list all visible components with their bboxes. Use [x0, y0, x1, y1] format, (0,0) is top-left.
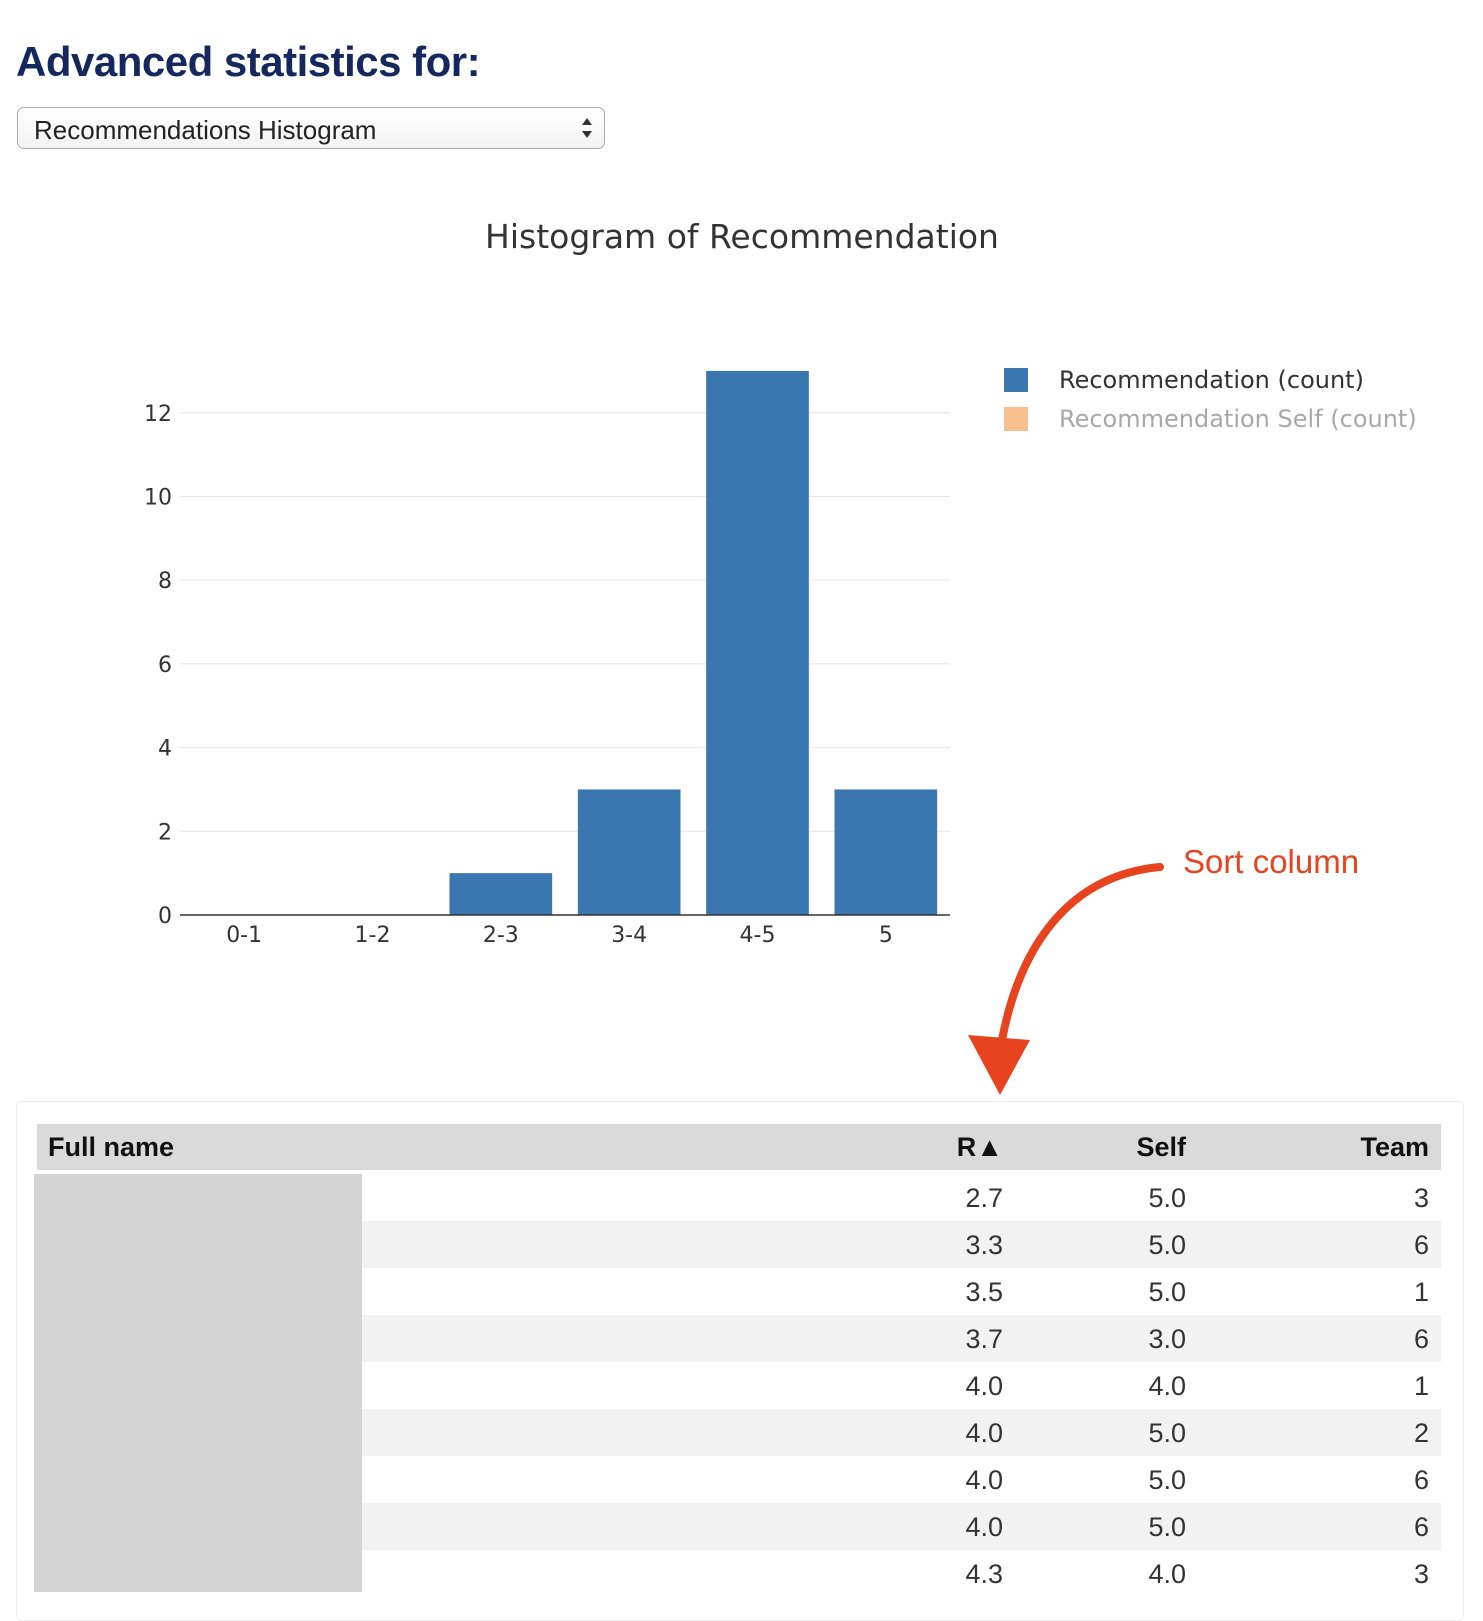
- histogram-bar[interactable]: [578, 789, 681, 915]
- cell-self: 4.0: [1148, 1559, 1186, 1589]
- y-tick-label: 10: [144, 485, 172, 511]
- x-tick-label: 3-4: [611, 923, 648, 948]
- select-arrows-icon: [580, 112, 594, 144]
- statistics-select[interactable]: [17, 107, 605, 149]
- histogram-bar[interactable]: [706, 371, 809, 915]
- cell-self: 5.0: [1148, 1418, 1186, 1448]
- cell-team: 6: [1413, 1230, 1429, 1260]
- axes: [144, 402, 950, 948]
- histogram-bar[interactable]: [450, 873, 553, 915]
- cell-team: 1: [1413, 1371, 1429, 1401]
- cell-r: 2.7: [965, 1183, 1003, 1213]
- cell-r: 3.3: [965, 1230, 1003, 1260]
- cell-self: 5.0: [1148, 1230, 1186, 1260]
- x-tick-label: 1-2: [354, 923, 391, 948]
- legend-swatch[interactable]: [1004, 407, 1028, 431]
- bars: [450, 371, 938, 915]
- y-tick-label: 6: [158, 652, 172, 678]
- cell-self: 5.0: [1148, 1465, 1186, 1495]
- cell-team: 3: [1413, 1183, 1429, 1213]
- column-header-self[interactable]: Self: [1136, 1132, 1186, 1162]
- cell-team: 3: [1413, 1559, 1429, 1589]
- redacted-names: [34, 1174, 362, 1592]
- y-tick-label: 8: [158, 569, 172, 595]
- statistics-select-value: Recommendations Histogram: [34, 115, 377, 145]
- chart-title: Histogram of Recommendation: [485, 217, 999, 256]
- cell-r: 4.0: [965, 1371, 1003, 1401]
- x-tick-label: 4-5: [739, 923, 776, 948]
- legend-label[interactable]: Recommendation (count): [1059, 366, 1364, 394]
- legend-label[interactable]: Recommendation Self (count): [1059, 405, 1417, 433]
- cell-r: 3.5: [965, 1277, 1003, 1307]
- cell-team: 2: [1413, 1418, 1429, 1448]
- cell-team: 6: [1413, 1465, 1429, 1495]
- table-header: [37, 1124, 1441, 1170]
- x-tick-label: 5: [878, 923, 893, 948]
- cell-self: 5.0: [1148, 1277, 1186, 1307]
- cell-self: 4.0: [1148, 1371, 1186, 1401]
- cell-self: 3.0: [1148, 1324, 1186, 1354]
- sort-column-annotation: Sort column: [1183, 843, 1360, 880]
- y-tick-label: 4: [158, 736, 172, 762]
- legend-swatch[interactable]: [1004, 368, 1028, 392]
- cell-team: 6: [1413, 1512, 1429, 1542]
- cell-self: 5.0: [1148, 1512, 1186, 1542]
- cell-team: 1: [1413, 1277, 1429, 1307]
- legend[interactable]: [1004, 366, 1417, 433]
- cell-r: 4.0: [965, 1465, 1003, 1495]
- grid-lines: [180, 413, 950, 832]
- curved-arrow-icon: [960, 855, 1220, 1105]
- column-header-r-sorted[interactable]: R▲: [956, 1132, 1003, 1162]
- x-tick-label: 2-3: [482, 923, 519, 948]
- column-header-team[interactable]: Team: [1360, 1132, 1429, 1162]
- cell-team: 6: [1413, 1324, 1429, 1354]
- y-tick-label: 0: [158, 904, 172, 929]
- cell-r: 4.0: [965, 1418, 1003, 1448]
- cell-r: 3.7: [965, 1324, 1003, 1354]
- y-tick-label: 2: [158, 820, 172, 846]
- column-header-full-name[interactable]: Full name: [48, 1132, 175, 1162]
- cell-self: 5.0: [1148, 1183, 1186, 1213]
- x-tick-label: 0-1: [226, 923, 263, 948]
- cell-r: 4.3: [965, 1559, 1003, 1589]
- page-title: Advanced statistics for:: [16, 38, 481, 85]
- cell-r: 4.0: [965, 1512, 1003, 1542]
- y-tick-label: 12: [144, 401, 172, 427]
- histogram-bar[interactable]: [835, 789, 938, 915]
